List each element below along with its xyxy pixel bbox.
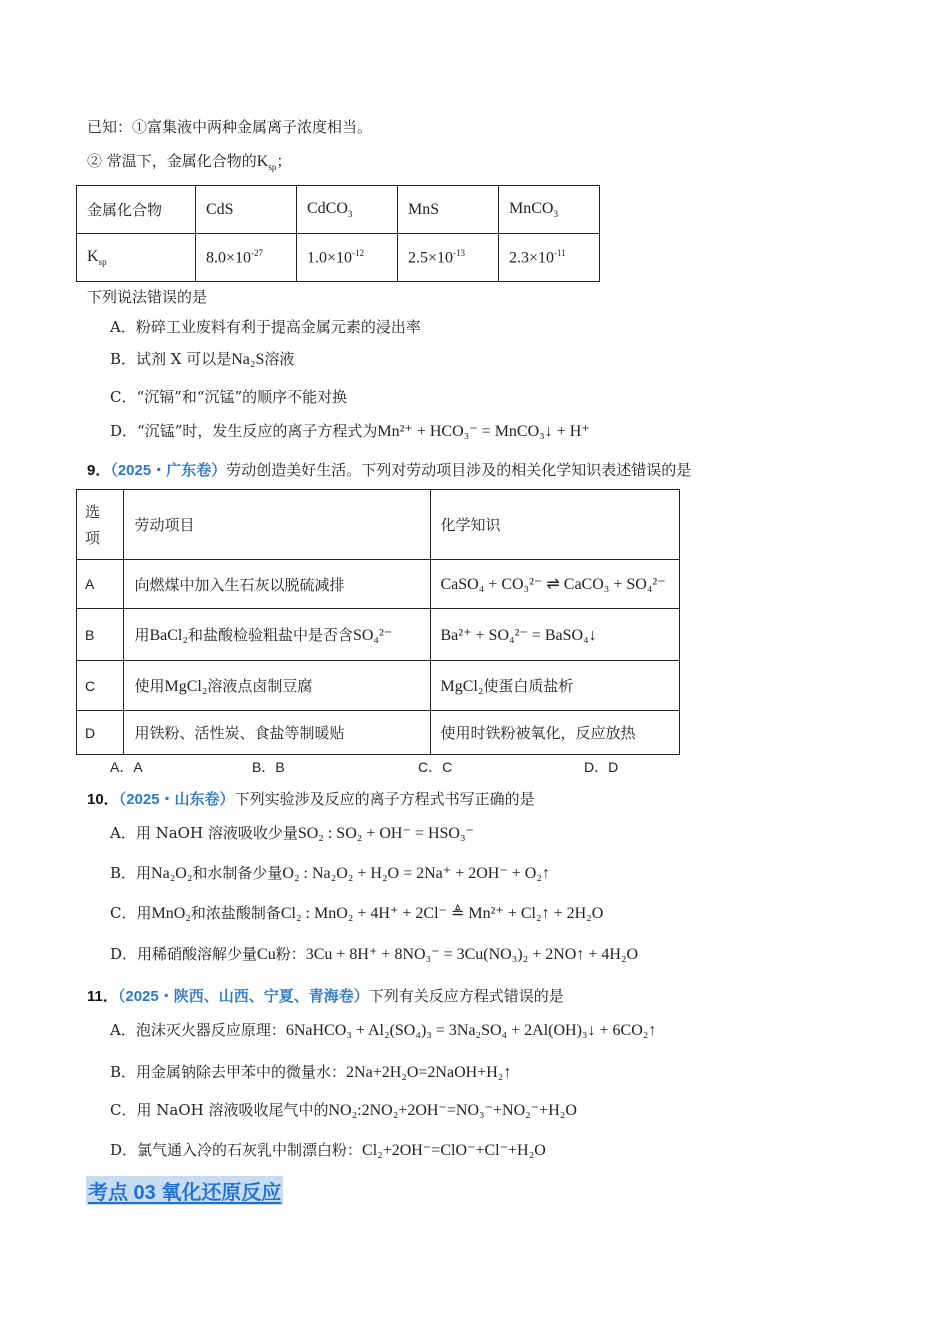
q8-d-text: D．“沉锰”时，发生反应的离子方程式为 [110,422,378,440]
q8-option-d [110,420,590,441]
q9-row-knowledge: CaSO₄ + CO₃²⁻ ⇌ CaCO₃ + SO₄²⁻ [430,560,680,609]
q9-table [76,489,680,755]
q9-row-knowledge: MgCl₂使蛋白质盐析 [430,661,680,711]
q8-b-formula: Na₂S [231,351,265,368]
ksp-header-cell: 金属化合物 [77,186,196,234]
known-2-text: ② 常温下，金属化合物的 [87,152,257,170]
q8-d-equation: Mn²⁺ + HCO₃⁻ = MnCO₃↓ + H⁺ [377,423,590,440]
ksp-header-cell: MnS [398,186,499,234]
q9-row-option: A [77,560,124,609]
q9-row-knowledge: Ba²⁺ + SO₄²⁻ = BaSO₄↓ [430,609,680,661]
q10-option-a: A．用 NaOH 溶液吸收少量SO₂ : SO₂ + OH⁻ = HSO₃⁻ [110,824,474,842]
q9-table-header-row [77,490,680,560]
known-2-suffix: ； [276,152,292,170]
q9-row-a [77,560,680,609]
q9-row-option: D [77,711,124,755]
q8-option-a: A．粉碎工业废料有利于提高金属元素的浸出率 [110,318,421,336]
q10-option-b: B．用Na₂O₂和水制备少量O₂ : Na₂O₂ + H₂O = 2Na⁺ + 2OH⁻ + O₂↑ [110,864,550,882]
ksp-value-cell: $2.5\times 10^{-13}$ [398,234,499,282]
q9-row-b [77,609,680,661]
q10-stem: 下列实验涉及反应的离子方程式书写正确的是 [234,790,535,808]
ksp-symbol: $K_{sp}$ [256,153,277,173]
ksp-header-cell: CdS [196,186,297,234]
q9-source: （2025・广东卷） [110,462,227,479]
ksp-value-cell: $2.3\times 10^{-11}$ [499,234,600,282]
q9-heading [87,459,691,480]
q11-heading [87,985,564,1006]
q9-row-project: 用BaCl₂和盐酸检验粗盐中是否含SO₄²⁻ [124,609,430,661]
q8-b-suffix: 溶液 [264,350,295,368]
q9-row-d [77,711,680,755]
q9-row-option: B [77,609,124,661]
ksp-table-header-row [77,186,600,234]
known-condition-2 [87,150,291,172]
section-heading: 考点 03 氧化还原反应 [86,1176,283,1205]
q9-choice-d: D．D [584,759,619,775]
q9-row-project: 向燃煤中加入生石灰以脱硫减排 [124,560,430,609]
q10-number: 10． [87,791,119,808]
q9-row-knowledge: 使用时铁粉被氧化，反应放热 [430,711,680,755]
q9-number: 9． [87,462,111,479]
q8-option-c: C．“沉镉”和“沉锰”的顺序不能对换 [110,388,348,406]
q11-number: 11． [87,988,118,1005]
q9-row-c [77,661,680,711]
q9-stem: 劳动创造美好生活。下列对劳动项目涉及的相关化学知识表述错误的是 [226,461,692,479]
q9-header-project: 劳动项目 [124,490,430,560]
q9-choice-a: A．A [110,759,143,775]
q10-source: （2025・山东卷） [118,791,235,808]
q9-row-project: 用铁粉、活性炭、食盐等制暖贴 [124,711,430,755]
ksp-table [76,185,600,282]
q11-stem: 下列有关反应方程式错误的是 [368,987,564,1005]
q11-option-b: B．用金属钠除去甲苯中的微量水：2Na+2H₂O=2NaOH+H₂↑ [110,1063,512,1081]
q11-option-d: D．氯气通入冷的石灰乳中制漂白粉：Cl₂+2OH⁻=ClO⁻+Cl⁻+H₂O [110,1141,546,1159]
q9-header-option: 选项 [77,490,124,560]
q11-option-c: C．用 NaOH 溶液吸收尾气中的NO₂:2NO₂+2OH⁻=NO₃⁻+NO₂⁻+H₂O [110,1101,577,1119]
q9-choice-b: B．B [252,759,285,775]
q10-heading [87,788,535,809]
q10-option-c: C．用MnO₂和浓盐酸制备Cl₂ : MnO₂ + 4H⁺ + 2Cl⁻ ≜ Mn²⁺ + Cl₂↑ + 2H₂O [110,904,604,922]
q8-stem: 下列说法错误的是 [87,288,208,306]
q9-row-option: C [77,661,124,711]
q9-header-knowledge: 化学知识 [430,490,680,560]
ksp-header-cell: MnCO$_3$ [499,186,600,234]
ksp-value-cell: $8.0\times 10^{-27}$ [196,234,297,282]
q11-option-a: A．泡沫灭火器反应原理：6NaHCO₃ + Al₂(SO₄)₃ = 3Na₂SO₄ + 2Al(OH)₃↓ + 6CO₂↑ [110,1021,657,1039]
q8-option-b [110,348,294,369]
ksp-table-value-row [77,234,600,282]
q11-source: （2025・陕西、山西、宁夏、青海卷） [117,988,369,1005]
q10-option-d: D．用稀硝酸溶解少量Cu粉：3Cu + 8H⁺ + 8NO₃⁻ = 3Cu(NO₃)₂ + 2NO↑ + 4H₂O [110,945,639,963]
ksp-header-cell: CdCO$_3$ [297,186,398,234]
q9-row-project: 使用MgCl₂溶液点卤制豆腐 [124,661,430,711]
ksp-row-label: $K_{sp}$ [77,234,196,282]
q9-choice-c: C．C [418,759,453,775]
q8-b-text: B．试剂 X 可以是 [110,350,232,368]
known-condition-1: 已知：①富集液中两种金属离子浓度相当。 [87,118,373,136]
ksp-value-cell: $1.0\times 10^{-12}$ [297,234,398,282]
